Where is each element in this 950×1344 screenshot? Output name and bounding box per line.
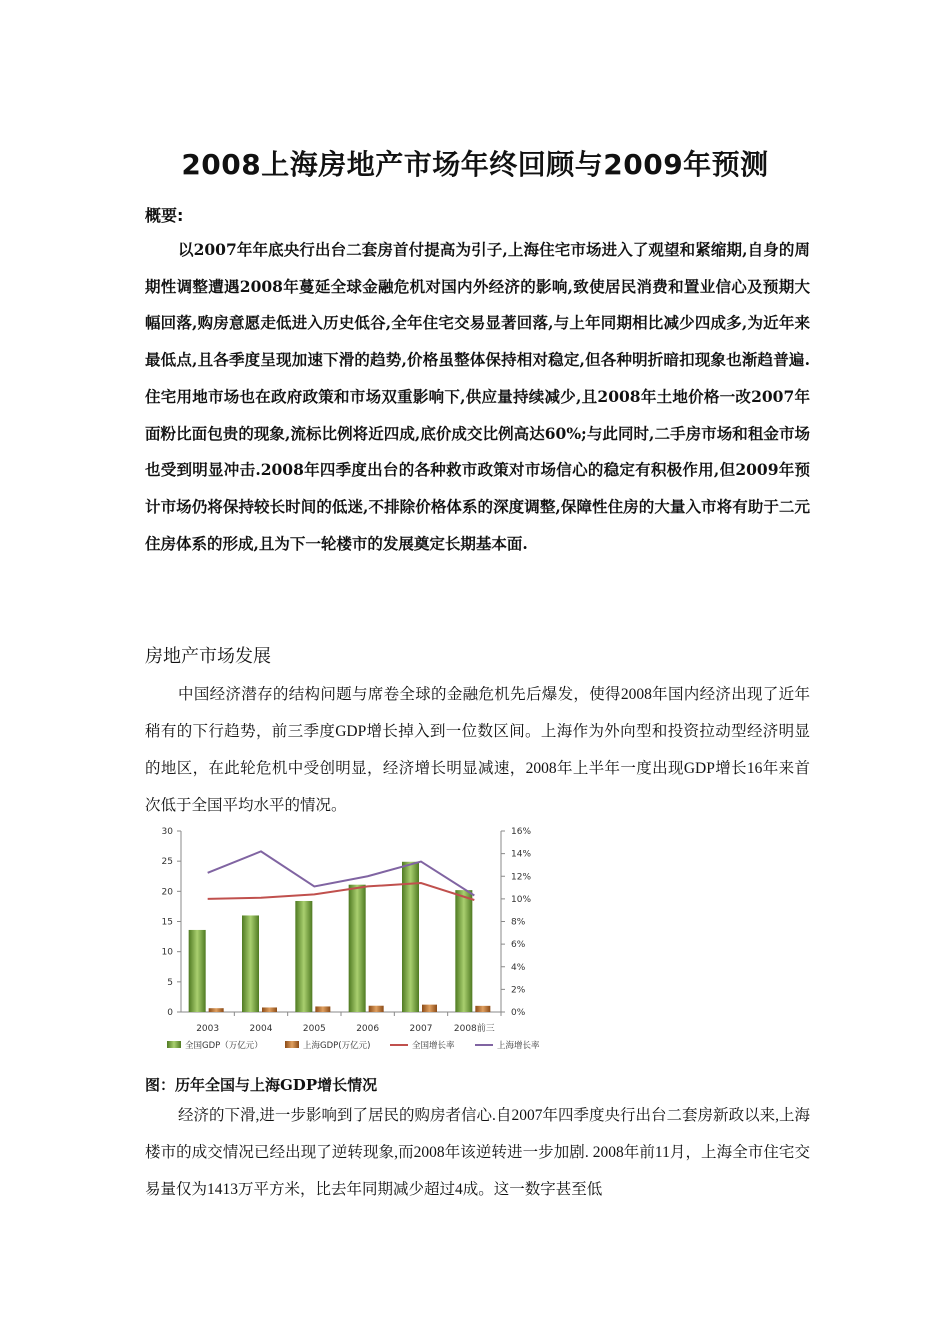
gdp-chart (145, 818, 565, 1058)
bar-shanghai-gdp (262, 1007, 277, 1012)
x-tick-label: 2006 (356, 1024, 380, 1034)
legend-swatch (285, 1041, 299, 1048)
left-tick-label: 25 (161, 857, 173, 868)
right-tick-label: 10% (511, 894, 532, 905)
gdp-chart-svg (145, 818, 565, 1058)
figure-caption: 图：历年全国与上海GDP增长情况 (145, 1076, 378, 1094)
bar-shanghai-gdp (315, 1006, 330, 1012)
body-paragraph-1: 中国经济潜存的结构问题与席卷全球的金融危机先后爆发，使得2008年国内经济出现了近年稍有的下行趋势，前三季度GDP增长掉入到一位数区间。上海作为外向型和投资拉动型经济明显的地区，在此轮危机中受创明显，经济增长明显减速，2008年上半年一度出现GDP增长16年来首次低于全国平均水平的情况。 (145, 686, 810, 814)
right-tick-label: 14% (511, 849, 532, 860)
legend-label: 全国增长率 (412, 1041, 455, 1051)
right-tick-label: 16% (511, 827, 532, 837)
bar-shanghai-gdp (209, 1008, 224, 1012)
bar-national-gdp (189, 930, 206, 1012)
bar-shanghai-gdp (422, 1005, 437, 1012)
legend-label: 上海GDP(万亿元) (303, 1041, 371, 1051)
body-paragraph-2: 经济的下滑,进一步影响到了居民的购房者信心.自2007年四季度央行出台二套房新政以来,上海楼市的成交情况已经出现了逆转现象,而2008年该逆转进一步加剧. 2008年前11月，上海全市住宅交易量仅为1413万平方米，比去年同期减少超过4成。这一数字甚至低 (145, 1107, 810, 1198)
section-heading: 房地产市场发展 (145, 646, 271, 667)
legend-label: 全国GDP（万亿元） (185, 1041, 263, 1051)
summary-paragraph: 以2007年年底央行出台二套房首付提高为引子,上海住宅市场进入了观望和紧缩期,自身的周期性调整遭遇2008年蔓延全球金融危机对国内外经济的影响,致使居民消费和置业信心及预期大幅回落,购房意愿走低进入历史低谷,全年住宅交易显著回落,与上年同期相比减少四成多,为近年来最低点,且各季度呈现加速下滑的趋势,价格虽整体保持相对稳定,但各种明折暗扣现象也渐趋普遍.住宅用地市场也在政府政策和市场双重影响下,供应量持续减少,且2008年土地价格一改2007年面粉比面包贵的现象,流标比例将近四成,底价成交比例高达60%;与此同时,二手房市场和租金市场也受到明显冲击.2008年四季度出台的各种救市政策对市场信心的稳定有积极作用,但2009年预计市场仍将保持较长时间的低迷,不排除价格体系的深度调整,保障性住房的大量入市将有助于二元住房体系的形成,且为下一轮楼市的发展奠定长期基本面. (145, 240, 810, 553)
bar-national-gdp (455, 890, 472, 1012)
x-tick-label: 2005 (302, 1024, 326, 1034)
bar-shanghai-gdp (369, 1006, 384, 1012)
left-tick-label: 20 (161, 887, 173, 898)
x-tick-label: 2008前三 (453, 1024, 495, 1034)
x-tick-label: 2007 (409, 1024, 433, 1034)
bar-national-gdp (349, 885, 366, 1012)
right-tick-label: 8% (511, 917, 526, 928)
x-tick-label: 2003 (196, 1024, 220, 1034)
x-tick-label: 2004 (249, 1024, 273, 1034)
right-tick-label: 4% (511, 962, 526, 973)
summary-heading: 概要: (145, 206, 184, 225)
right-tick-label: 12% (511, 872, 532, 883)
legend-swatch (167, 1041, 181, 1048)
left-tick-label: 10 (161, 947, 173, 958)
right-tick-label: 6% (511, 940, 526, 951)
line-national-growth (208, 883, 475, 900)
line-shanghai-growth (208, 851, 475, 895)
legend-label: 上海增长率 (497, 1041, 540, 1051)
bar-shanghai-gdp (475, 1006, 490, 1012)
bar-national-gdp (242, 915, 259, 1012)
left-tick-label: 5 (167, 977, 173, 988)
left-tick-label: 30 (161, 827, 173, 837)
bar-national-gdp (295, 901, 312, 1012)
left-tick-label: 0 (167, 1008, 173, 1018)
right-tick-label: 2% (511, 985, 526, 996)
left-tick-label: 15 (161, 917, 173, 928)
document-title: 2008上海房地产市场年终回顾与2009年预测 (181, 148, 769, 181)
right-tick-label: 0% (511, 1008, 526, 1018)
